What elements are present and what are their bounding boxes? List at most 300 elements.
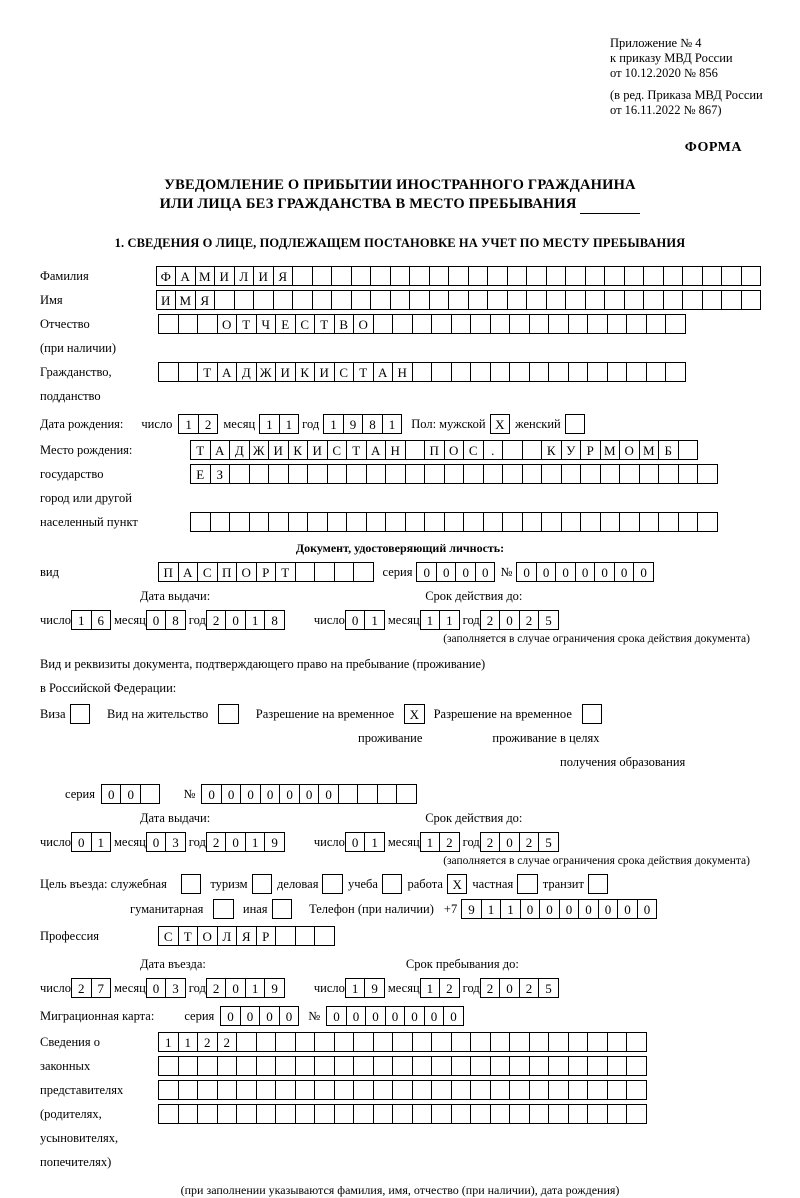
char-cell[interactable] [392,314,413,334]
char-cell[interactable] [346,464,367,484]
char-cell[interactable]: 1 [364,610,385,630]
char-cell[interactable] [178,1056,199,1076]
char-cell[interactable]: Д [236,362,257,382]
field-doc-issue-year[interactable] [206,610,284,630]
char-cell[interactable] [288,512,309,532]
char-cell[interactable] [314,562,335,582]
char-cell[interactable]: 0 [404,1006,425,1026]
field-entry-day[interactable] [71,978,110,998]
char-cell[interactable] [370,266,391,286]
char-cell[interactable]: 0 [225,978,246,998]
char-cell[interactable]: 1 [420,978,441,998]
char-cell[interactable]: 1 [481,899,502,919]
char-cell[interactable]: 2 [197,1032,218,1052]
char-cell[interactable] [548,1104,569,1124]
char-cell[interactable] [624,290,645,310]
char-cell[interactable]: 8 [362,414,383,434]
char-cell[interactable] [580,464,601,484]
char-cell[interactable]: 1 [439,610,460,630]
char-cell[interactable]: 6 [91,610,112,630]
char-cell[interactable] [268,464,289,484]
field-stay-year[interactable] [480,978,558,998]
char-cell[interactable]: С [327,440,348,460]
char-cell[interactable] [377,784,398,804]
char-cell[interactable] [295,562,316,582]
char-cell[interactable] [607,1104,628,1124]
char-cell[interactable] [702,266,723,286]
char-cell[interactable] [236,1104,257,1124]
field-permit-series[interactable] [101,784,160,804]
char-cell[interactable] [588,874,609,894]
char-cell[interactable] [392,1032,413,1052]
char-cell[interactable] [600,464,621,484]
char-cell[interactable]: Т [197,362,218,382]
char-cell[interactable] [548,1080,569,1100]
field-citizenship[interactable] [158,362,685,382]
char-cell[interactable]: 1 [500,899,521,919]
char-cell[interactable] [548,314,569,334]
char-cell[interactable] [509,1080,530,1100]
char-cell[interactable]: 5 [538,610,559,630]
char-cell[interactable] [314,1104,335,1124]
char-cell[interactable] [412,314,433,334]
char-cell[interactable]: 0 [345,832,366,852]
char-cell[interactable] [585,290,606,310]
char-cell[interactable]: 0 [516,562,537,582]
field-permit-issue-year[interactable] [206,832,284,852]
char-cell[interactable] [249,464,270,484]
char-cell[interactable] [509,362,530,382]
char-cell[interactable] [658,512,679,532]
field-mig-series[interactable] [220,1006,298,1026]
char-cell[interactable] [307,512,328,532]
char-cell[interactable]: К [295,362,316,382]
checkbox-work[interactable] [447,874,467,894]
char-cell[interactable] [643,266,664,286]
char-cell[interactable]: 1 [71,610,92,630]
char-cell[interactable]: В [334,314,355,334]
checkbox-male[interactable] [490,414,510,434]
field-doc-valid-day[interactable] [345,610,384,630]
char-cell[interactable]: 0 [385,1006,406,1026]
char-cell[interactable]: 3 [165,832,186,852]
char-cell[interactable] [366,512,387,532]
char-cell[interactable]: 2 [217,1032,238,1052]
char-cell[interactable] [373,1104,394,1124]
char-cell[interactable]: 0 [499,832,520,852]
char-cell[interactable] [338,784,359,804]
char-cell[interactable] [431,314,452,334]
char-cell[interactable]: 0 [120,784,141,804]
field-mig-number[interactable] [326,1006,463,1026]
char-cell[interactable] [314,926,335,946]
char-cell[interactable]: 0 [614,562,635,582]
char-cell[interactable] [587,1104,608,1124]
char-cell[interactable] [568,1104,589,1124]
char-cell[interactable] [607,314,628,334]
char-cell[interactable] [334,562,355,582]
char-cell[interactable]: Е [190,464,211,484]
char-cell[interactable] [470,1080,491,1100]
char-cell[interactable]: Х [447,874,468,894]
char-cell[interactable] [697,464,718,484]
field-permit-number[interactable] [201,784,416,804]
char-cell[interactable] [275,1104,296,1124]
char-cell[interactable] [507,290,528,310]
char-cell[interactable] [507,266,528,286]
char-cell[interactable] [292,290,313,310]
char-cell[interactable]: 0 [436,562,457,582]
checkbox-other[interactable] [272,899,292,919]
char-cell[interactable] [509,1056,530,1076]
char-cell[interactable]: 0 [416,562,437,582]
char-cell[interactable]: 0 [559,899,580,919]
char-cell[interactable] [366,464,387,484]
char-cell[interactable]: Е [275,314,296,334]
char-cell[interactable] [314,1056,335,1076]
char-cell[interactable] [158,1056,179,1076]
char-cell[interactable]: 0 [539,899,560,919]
char-cell[interactable]: 0 [455,562,476,582]
char-cell[interactable]: 0 [365,1006,386,1026]
char-cell[interactable] [626,1104,647,1124]
char-cell[interactable] [178,362,199,382]
char-cell[interactable]: 9 [264,978,285,998]
char-cell[interactable] [529,1080,550,1100]
char-cell[interactable] [463,512,484,532]
char-cell[interactable]: Б [658,440,679,460]
char-cell[interactable] [307,464,328,484]
char-cell[interactable]: С [334,362,355,382]
char-cell[interactable] [626,362,647,382]
char-cell[interactable] [463,464,484,484]
char-cell[interactable] [409,290,430,310]
char-cell[interactable] [253,290,274,310]
char-cell[interactable] [249,512,270,532]
char-cell[interactable] [412,362,433,382]
char-cell[interactable]: 5 [538,832,559,852]
char-cell[interactable] [587,1032,608,1052]
field-doc-valid-month[interactable] [420,610,459,630]
char-cell[interactable] [646,362,667,382]
char-cell[interactable] [273,290,294,310]
char-cell[interactable] [382,874,403,894]
char-cell[interactable] [448,290,469,310]
char-cell[interactable]: Р [580,440,601,460]
checkbox-residence[interactable] [218,704,238,724]
char-cell[interactable] [541,512,562,532]
char-cell[interactable]: Ж [249,440,270,460]
char-cell[interactable]: 0 [240,784,261,804]
char-cell[interactable]: Н [385,440,406,460]
char-cell[interactable] [682,266,703,286]
char-cell[interactable]: 0 [536,562,557,582]
char-cell[interactable] [236,1080,257,1100]
char-cell[interactable] [522,440,543,460]
char-cell[interactable]: Я [273,266,294,286]
char-cell[interactable] [658,464,679,484]
char-cell[interactable]: 0 [279,1006,300,1026]
char-cell[interactable] [275,1080,296,1100]
char-cell[interactable]: 0 [221,784,242,804]
char-cell[interactable]: 1 [178,1032,199,1052]
char-cell[interactable]: 0 [520,899,541,919]
field-doc-series[interactable] [416,562,494,582]
char-cell[interactable] [252,874,273,894]
char-cell[interactable] [181,874,202,894]
char-cell[interactable] [451,362,472,382]
char-cell[interactable] [405,512,426,532]
char-cell[interactable]: 1 [245,978,266,998]
char-cell[interactable]: Т [346,440,367,460]
char-cell[interactable] [624,266,645,286]
char-cell[interactable] [331,266,352,286]
char-cell[interactable]: 2 [480,832,501,852]
char-cell[interactable] [197,1056,218,1076]
checkbox-private[interactable] [517,874,537,894]
char-cell[interactable] [548,362,569,382]
char-cell[interactable]: О [197,926,218,946]
char-cell[interactable]: 0 [555,562,576,582]
char-cell[interactable] [587,1080,608,1100]
char-cell[interactable]: 2 [439,978,460,998]
char-cell[interactable]: 1 [420,610,441,630]
field-doc-issue-day[interactable] [71,610,110,630]
char-cell[interactable] [490,362,511,382]
field-doc-kind[interactable] [158,562,373,582]
char-cell[interactable]: 2 [519,978,540,998]
char-cell[interactable] [424,464,445,484]
char-cell[interactable] [522,512,543,532]
char-cell[interactable] [526,290,547,310]
char-cell[interactable] [373,314,394,334]
char-cell[interactable]: 2 [206,610,227,630]
char-cell[interactable]: 0 [101,784,122,804]
char-cell[interactable]: У [561,440,582,460]
char-cell[interactable] [256,1104,277,1124]
char-cell[interactable]: Ф [156,266,177,286]
char-cell[interactable] [158,1104,179,1124]
char-cell[interactable] [451,1080,472,1100]
char-cell[interactable] [483,464,504,484]
char-cell[interactable] [213,899,234,919]
char-cell[interactable] [351,290,372,310]
char-cell[interactable] [70,704,91,724]
char-cell[interactable]: Д [229,440,250,460]
char-cell[interactable] [353,562,374,582]
char-cell[interactable] [405,464,426,484]
char-cell[interactable]: 1 [259,414,280,434]
char-cell[interactable] [217,1104,238,1124]
char-cell[interactable] [373,1056,394,1076]
char-cell[interactable]: З [210,464,231,484]
char-cell[interactable]: И [275,362,296,382]
char-cell[interactable] [568,1080,589,1100]
char-cell[interactable] [158,1080,179,1100]
char-cell[interactable] [334,1056,355,1076]
field-permit-valid-day[interactable] [345,832,384,852]
char-cell[interactable] [353,1056,374,1076]
char-cell[interactable] [217,1080,238,1100]
char-cell[interactable]: 2 [71,978,92,998]
char-cell[interactable]: С [295,314,316,334]
char-cell[interactable] [468,290,489,310]
char-cell[interactable]: С [463,440,484,460]
char-cell[interactable] [565,414,586,434]
char-cell[interactable]: 0 [71,832,92,852]
char-cell[interactable] [568,362,589,382]
field-birth-month[interactable] [259,414,298,434]
char-cell[interactable]: 1 [345,978,366,998]
char-cell[interactable] [678,512,699,532]
char-cell[interactable] [392,1080,413,1100]
char-cell[interactable] [268,512,289,532]
char-cell[interactable] [502,512,523,532]
field-phone[interactable] [461,899,656,919]
char-cell[interactable] [412,1032,433,1052]
char-cell[interactable]: 7 [91,978,112,998]
char-cell[interactable] [565,266,586,286]
char-cell[interactable] [604,266,625,286]
char-cell[interactable] [451,314,472,334]
char-cell[interactable] [721,290,742,310]
char-cell[interactable] [678,440,699,460]
char-cell[interactable]: 8 [264,610,285,630]
char-cell[interactable] [431,1104,452,1124]
char-cell[interactable] [470,1056,491,1076]
char-cell[interactable]: 5 [538,978,559,998]
char-cell[interactable]: 0 [240,1006,261,1026]
char-cell[interactable]: К [288,440,309,460]
field-birth-year[interactable] [323,414,401,434]
checkbox-edu-residence[interactable] [582,704,602,724]
char-cell[interactable] [490,1056,511,1076]
char-cell[interactable] [468,266,489,286]
checkbox-temp-residence[interactable] [404,704,424,724]
char-cell[interactable] [561,464,582,484]
char-cell[interactable]: 2 [206,832,227,852]
field-birth-day[interactable] [178,414,217,434]
char-cell[interactable] [546,266,567,286]
char-cell[interactable] [529,1104,550,1124]
char-cell[interactable] [314,1080,335,1100]
char-cell[interactable] [314,1032,335,1052]
field-reps-line2[interactable] [158,1056,646,1076]
char-cell[interactable] [626,1080,647,1100]
char-cell[interactable] [626,314,647,334]
char-cell[interactable] [483,512,504,532]
char-cell[interactable] [546,290,567,310]
char-cell[interactable]: Т [314,314,335,334]
char-cell[interactable]: 2 [198,414,219,434]
char-cell[interactable] [275,926,296,946]
char-cell[interactable] [502,440,523,460]
char-cell[interactable]: 0 [146,610,167,630]
checkbox-tourism[interactable] [252,874,272,894]
field-profession[interactable] [158,926,334,946]
char-cell[interactable] [412,1080,433,1100]
char-cell[interactable]: 0 [598,899,619,919]
char-cell[interactable] [741,290,762,310]
char-cell[interactable]: 1 [158,1032,179,1052]
char-cell[interactable] [529,1032,550,1052]
char-cell[interactable] [682,290,703,310]
char-cell[interactable] [353,1032,374,1052]
char-cell[interactable]: 1 [178,414,199,434]
char-cell[interactable]: 2 [439,832,460,852]
char-cell[interactable] [424,512,445,532]
char-cell[interactable] [197,1104,218,1124]
char-cell[interactable] [639,512,660,532]
char-cell[interactable] [275,1032,296,1052]
char-cell[interactable]: И [156,290,177,310]
char-cell[interactable]: 1 [382,414,403,434]
char-cell[interactable] [470,1104,491,1124]
char-cell[interactable]: 0 [279,784,300,804]
char-cell[interactable] [509,1032,530,1052]
char-cell[interactable]: Ч [256,314,277,334]
char-cell[interactable]: 3 [165,978,186,998]
char-cell[interactable]: Я [195,290,216,310]
char-cell[interactable] [431,1032,452,1052]
field-stay-day[interactable] [345,978,384,998]
char-cell[interactable]: 8 [165,610,186,630]
char-cell[interactable] [619,512,640,532]
char-cell[interactable]: 0 [575,562,596,582]
field-patronymic[interactable] [158,314,685,334]
char-cell[interactable] [529,314,550,334]
char-cell[interactable]: 0 [259,1006,280,1026]
char-cell[interactable] [587,362,608,382]
char-cell[interactable]: П [217,562,238,582]
char-cell[interactable]: 0 [594,562,615,582]
char-cell[interactable]: 0 [499,978,520,998]
char-cell[interactable] [548,1032,569,1052]
char-cell[interactable]: М [639,440,660,460]
char-cell[interactable] [412,1056,433,1076]
char-cell[interactable] [665,314,686,334]
char-cell[interactable]: 0 [475,562,496,582]
char-cell[interactable]: 2 [480,978,501,998]
char-cell[interactable] [256,1056,277,1076]
char-cell[interactable] [529,362,550,382]
char-cell[interactable] [275,1056,296,1076]
char-cell[interactable] [568,1032,589,1052]
char-cell[interactable]: О [353,314,374,334]
char-cell[interactable] [619,464,640,484]
char-cell[interactable] [412,1104,433,1124]
char-cell[interactable] [561,512,582,532]
char-cell[interactable]: 0 [617,899,638,919]
char-cell[interactable]: М [195,266,216,286]
char-cell[interactable] [604,290,625,310]
char-cell[interactable] [444,464,465,484]
field-permit-valid-year[interactable] [480,832,558,852]
char-cell[interactable] [218,704,239,724]
char-cell[interactable]: Р [256,926,277,946]
char-cell[interactable] [526,266,547,286]
char-cell[interactable]: 1 [91,832,112,852]
char-cell[interactable]: Т [178,926,199,946]
char-cell[interactable] [197,1080,218,1100]
char-cell[interactable] [451,1104,472,1124]
char-cell[interactable] [396,784,417,804]
char-cell[interactable] [448,266,469,286]
char-cell[interactable] [585,266,606,286]
field-surname[interactable] [156,266,761,286]
char-cell[interactable]: 1 [279,414,300,434]
field-permit-issue-month[interactable] [146,832,185,852]
